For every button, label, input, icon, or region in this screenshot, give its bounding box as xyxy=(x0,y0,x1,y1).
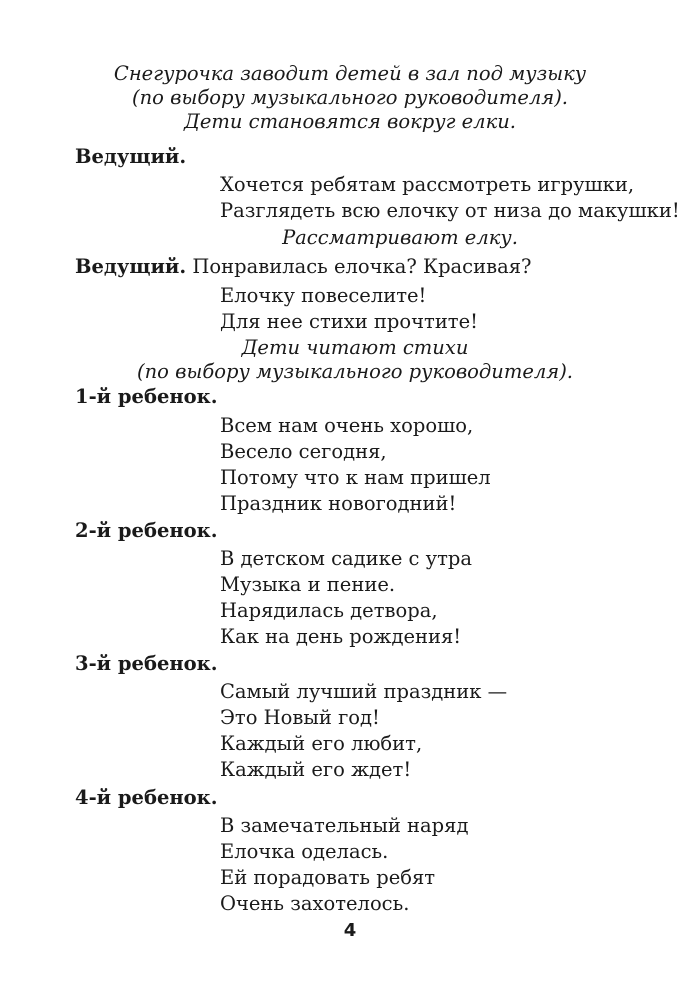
intro-stage-direction xyxy=(0,62,700,134)
speaker-inline-text: Понравилась елочка? Красивая? xyxy=(186,255,532,278)
speaker-name: Ведущий. xyxy=(75,145,187,168)
verse-line: Хочется ребятам рассмотреть игрушки, xyxy=(220,173,635,196)
verse-line: Это Новый год! xyxy=(220,706,380,729)
verse-line: Каждый его ждет! xyxy=(220,758,412,781)
verse-line: Самый лучший праздник — xyxy=(220,680,508,703)
verse-line: В детском садике с утра xyxy=(220,547,473,570)
verse-line: Елочку повеселите! xyxy=(220,284,427,307)
stage-direction-line: Дети читают стихи xyxy=(241,336,469,359)
verse-line: Каждый его любит, xyxy=(220,732,423,755)
verse-child-2 xyxy=(220,546,472,650)
verse-line: Ей порадовать ребят xyxy=(220,866,436,889)
verse-child-1 xyxy=(220,413,491,517)
verse-line: Разглядеть всю елочку от низа до макушки! xyxy=(220,199,680,222)
verse-host-2 xyxy=(220,283,478,335)
stage-direction-look-at-tree xyxy=(100,226,700,250)
verse-line: Нарядилась детвора, xyxy=(220,599,438,622)
speaker-name: 4-й ребенок. xyxy=(75,786,218,809)
stage-direction-line: (по выбору музыкального руководителя). xyxy=(137,360,573,383)
intro-line: Снегурочка заводит детей в зал под музыку xyxy=(113,62,587,85)
verse-line: Весело сегодня, xyxy=(220,440,387,463)
page-number: 4 xyxy=(343,920,357,941)
verse-line: Музыка и пение. xyxy=(220,573,396,596)
speaker-name: 1-й ребенок. xyxy=(75,385,218,408)
verse-line: Елочка оделась. xyxy=(220,840,389,863)
speaker-host-2 xyxy=(75,255,531,279)
speaker-name: 2-й ребенок. xyxy=(75,519,218,542)
speaker-name: 3-й ребенок. xyxy=(75,652,218,675)
speaker-host-1 xyxy=(75,145,186,169)
verse-child-3 xyxy=(220,679,507,783)
stage-direction-text: Рассматривают елку. xyxy=(282,226,518,249)
verse-line: Для нее стихи прочтите! xyxy=(220,310,478,333)
verse-line: Праздник новогодний! xyxy=(220,492,457,515)
verse-child-4 xyxy=(220,813,468,917)
speaker-name: Ведущий. xyxy=(75,255,187,278)
verse-line: Потому что к нам пришел xyxy=(220,466,491,489)
speaker-child-4 xyxy=(75,786,218,810)
intro-line: Дети становятся вокруг елки. xyxy=(184,110,516,133)
speaker-child-2 xyxy=(75,519,218,543)
verse-host-1 xyxy=(220,172,680,224)
speaker-child-1 xyxy=(75,385,218,409)
verse-line: Всем нам очень хорошо, xyxy=(220,414,474,437)
intro-line: (по выбору музыкального руководителя). xyxy=(132,86,568,109)
verse-line: В замечательный наряд xyxy=(220,814,469,837)
verse-line: Как на день рождения! xyxy=(220,625,462,648)
verse-line: Очень захотелось. xyxy=(220,892,410,915)
stage-direction-read-poems xyxy=(5,336,700,384)
speaker-child-3 xyxy=(75,652,218,676)
